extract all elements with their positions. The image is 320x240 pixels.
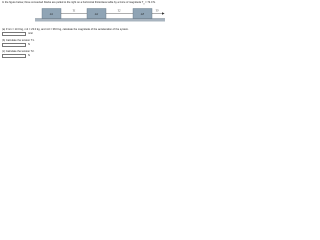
part-c-unit: N [28,54,30,57]
problem-prefix: In the figure below, three connected blocks are pulled to the right on a horizontal frictionless table by a force of magnitude T [2,1,144,4]
part-b-answer-input[interactable] [2,43,26,48]
three-blocks-figure [35,5,165,26]
pull-arrow-head [162,12,165,15]
tension-label-t1: T1 [72,9,76,13]
problem-suffix: = 72.0 N. [144,1,156,4]
part-c-question: (c) Calculate the tension T2. [2,50,35,53]
block-m3-label: m3 [140,12,145,16]
table-surface [35,19,165,22]
part-a-unit: m/s² [28,32,34,35]
block-m1-label: m1 [49,12,54,16]
problem-subscript: 3 [143,3,145,6]
block-m2-label: m2 [94,12,99,16]
part-a-answer-input[interactable] [2,32,26,37]
part-b-question: (b) Calculate the tension T1. [2,39,35,42]
part-b-unit: N [28,43,30,46]
tension-label-t3: T3 [155,9,159,13]
part-a-question: (a) If m1 = 13.0 kg, m2 = 23.0 kg, and m3 = 38.0 kg, calculate the magnitude of the acceleration of the system. [2,28,129,31]
tension-label-t2: T2 [117,9,121,13]
part-c-answer-input[interactable] [2,54,26,59]
